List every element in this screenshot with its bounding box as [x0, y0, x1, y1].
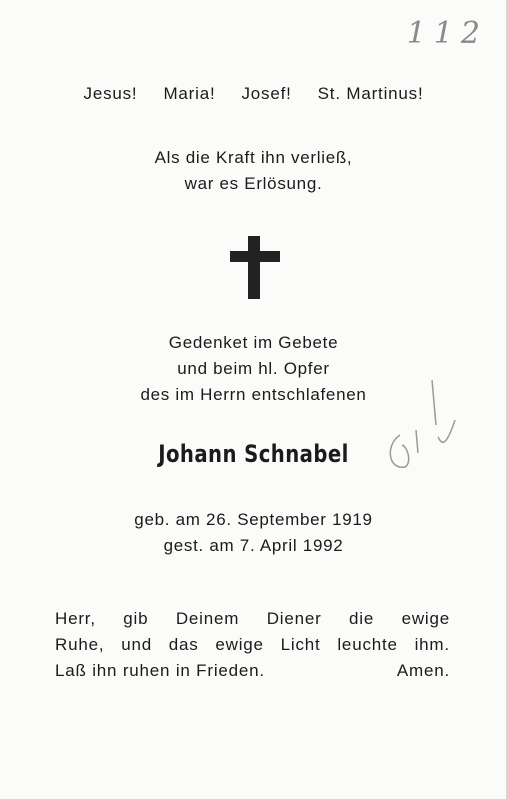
quote [0, 145, 507, 197]
prayer-line-2 [55, 632, 450, 658]
prayer-line-3-text: Laß ihn ruhen in Frieden. [55, 661, 265, 680]
prayer-line-1 [55, 606, 450, 632]
birth-date: geb. am 26. September 1919 [134, 510, 373, 529]
handwritten-mark [380, 375, 470, 485]
prayer-word: und [121, 635, 152, 654]
life-dates [0, 507, 507, 559]
prayer-amen: Amen. [396, 661, 450, 680]
prayer-word: Diener [266, 609, 322, 628]
remember-line-3: des im Herrn entschlafenen [140, 385, 367, 404]
quote-line-2: war es Erlösung. [184, 174, 323, 193]
deceased-name: Johann Schnabel [158, 440, 349, 468]
prayer-word: das [168, 635, 199, 654]
prayer-word: ewige [215, 635, 264, 654]
prayer-word: Deinem [175, 609, 240, 628]
invocation-josef: Josef! [241, 84, 292, 103]
prayer [55, 606, 450, 684]
remember-line-1: Gedenket im Gebete [168, 333, 339, 352]
handwritten-number: 112 [406, 16, 488, 51]
quote-line-1: Als die Kraft ihn verließ, [154, 148, 353, 167]
prayer-word: die [349, 609, 375, 628]
prayer-word: Ruhe, [55, 635, 105, 654]
prayer-line-3 [55, 658, 450, 684]
invocation-line [0, 84, 507, 104]
cross-icon [230, 236, 280, 299]
prayer-word: Licht [280, 635, 321, 654]
prayer-word: Herr, [55, 609, 96, 628]
remember-line-2: und beim hl. Opfer [177, 359, 330, 378]
invocation-martinus: St. Martinus! [317, 84, 424, 103]
prayer-word: leuchte [337, 635, 398, 654]
invocation-jesus: Jesus! [83, 84, 138, 103]
death-date: gest. am 7. April 1992 [163, 536, 344, 555]
invocation-maria: Maria! [163, 84, 216, 103]
prayer-word: gib [123, 609, 149, 628]
prayer-word: ihm. [414, 635, 450, 654]
prayer-word: ewige [401, 609, 450, 628]
